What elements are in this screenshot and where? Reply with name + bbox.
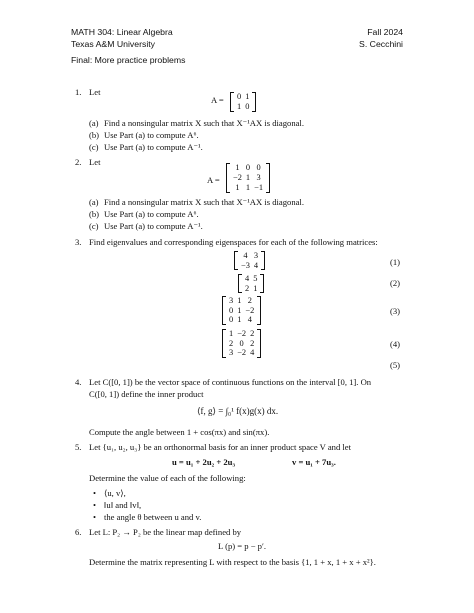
- problem-5-determine: Determine the value of each of the following:: [89, 473, 246, 483]
- problem-4-line-2: C([0, 1]) define the inner product: [89, 389, 204, 399]
- equation-tag-3: (3): [390, 306, 401, 316]
- instructor-name: S. Cecchini: [359, 39, 403, 49]
- problem-2-part-a-text: Find a nonsingular matrix X such that X⁻¹AX is diagonal.: [104, 197, 304, 207]
- problem-1-number: 1.: [75, 87, 82, 97]
- problem-4-number: 4.: [75, 377, 82, 387]
- problem-5-formula-u: u = u₁ + 2u₂ + 2u₃: [172, 457, 236, 467]
- term-label: Fall 2024: [367, 27, 403, 37]
- problem-2-part-c-text: Use Part (a) to compute A⁻¹.: [104, 221, 203, 231]
- problem-5-bullet-3: the angle θ between u and v.: [104, 512, 202, 522]
- problem-1-intro: Let: [89, 87, 101, 97]
- eigen-matrix-3: 3 1 2 0 1 −2 0 1 4: [222, 296, 261, 325]
- problem-6-formula: L (p) = p − p′.: [218, 541, 267, 551]
- problem-6-line-1: Let L: P₂ → P₂ be the linear map defined by: [89, 527, 242, 537]
- problem-1-part-b-text: Use Part (a) to compute A⁶.: [104, 130, 199, 140]
- problem-1-part-b-label: (b): [89, 130, 100, 140]
- university-name: Texas A&M University: [71, 39, 156, 49]
- problem-3-number: 3.: [75, 237, 82, 247]
- bullet-dot: •: [93, 500, 97, 510]
- equation-tag-1: (1): [390, 257, 401, 267]
- eigen-matrix-2: 4 5 2 1: [238, 274, 264, 293]
- problem-2-lhs: A =: [207, 175, 220, 185]
- problem-4-inner-product-formula: ⟨f, g⟩ = ∫₀¹ f(x)g(x) dx.: [197, 406, 279, 416]
- problem-2-number: 2.: [75, 157, 82, 167]
- problem-3-text: Find eigenvalues and corresponding eigenspaces for each of the following matrices:: [89, 237, 378, 247]
- problem-1-lhs: A =: [211, 95, 224, 105]
- equation-tag-2: (2): [390, 278, 401, 288]
- problem-5-number: 5.: [75, 442, 82, 452]
- problem-6-number: 6.: [75, 527, 82, 537]
- problem-1-part-c-label: (c): [89, 142, 99, 152]
- page-title: Final: More practice problems: [71, 55, 186, 65]
- problem-5-bullet-1: ⟨u, v⟩,: [104, 488, 126, 498]
- problem-5-line-1: Let {u₁, u₂, u₃} be an orthonormal basis for an inner product space V and let: [89, 442, 352, 452]
- problem-5-formula-v: v = u₁ + 7u₃.: [292, 457, 336, 467]
- problem-2-part-c-label: (c): [89, 221, 99, 231]
- problem-2-intro: Let: [89, 157, 101, 167]
- problem-5-bullet-2: ‖u‖ and ‖v‖,: [104, 500, 142, 510]
- eigen-matrix-4: 1 −2 2 2 0 2 3 −2 4: [222, 329, 261, 358]
- equation-tag-4: (4): [390, 339, 401, 349]
- bullet-dot: •: [93, 512, 97, 522]
- eigen-matrix-1: 4 3 −3 4: [234, 251, 265, 270]
- problem-2-part-b-text: Use Part (a) to compute A⁶.: [104, 209, 199, 219]
- equation-tag-5: (5): [390, 360, 401, 370]
- problem-4-line-1: Let C([0, 1]) be the vector space of continuous functions on the interval [0, 1]. On: [89, 377, 372, 387]
- problem-1-part-c-text: Use Part (a) to compute A⁻¹.: [104, 142, 203, 152]
- problem-1-matrix: 0 1 1 0: [230, 92, 256, 112]
- problem-1-part-a-text: Find a nonsingular matrix X such that X⁻¹AX is diagonal.: [104, 118, 304, 128]
- problem-6-question: Determine the matrix representing L with respect to the basis {1, 1 + x, 1 + x + x²}.: [89, 557, 376, 567]
- problem-2-matrix: 1 0 0 −2 1 3 1 1 −1: [226, 163, 270, 193]
- problem-1-part-a-label: (a): [89, 118, 99, 128]
- bullet-dot: •: [93, 488, 97, 498]
- problem-4-question: Compute the angle between 1 + cos(πx) and sin(πx).: [89, 427, 270, 437]
- problem-2-part-b-label: (b): [89, 209, 100, 219]
- problem-2-part-a-label: (a): [89, 197, 99, 207]
- course-title: MATH 304: Linear Algebra: [71, 27, 173, 37]
